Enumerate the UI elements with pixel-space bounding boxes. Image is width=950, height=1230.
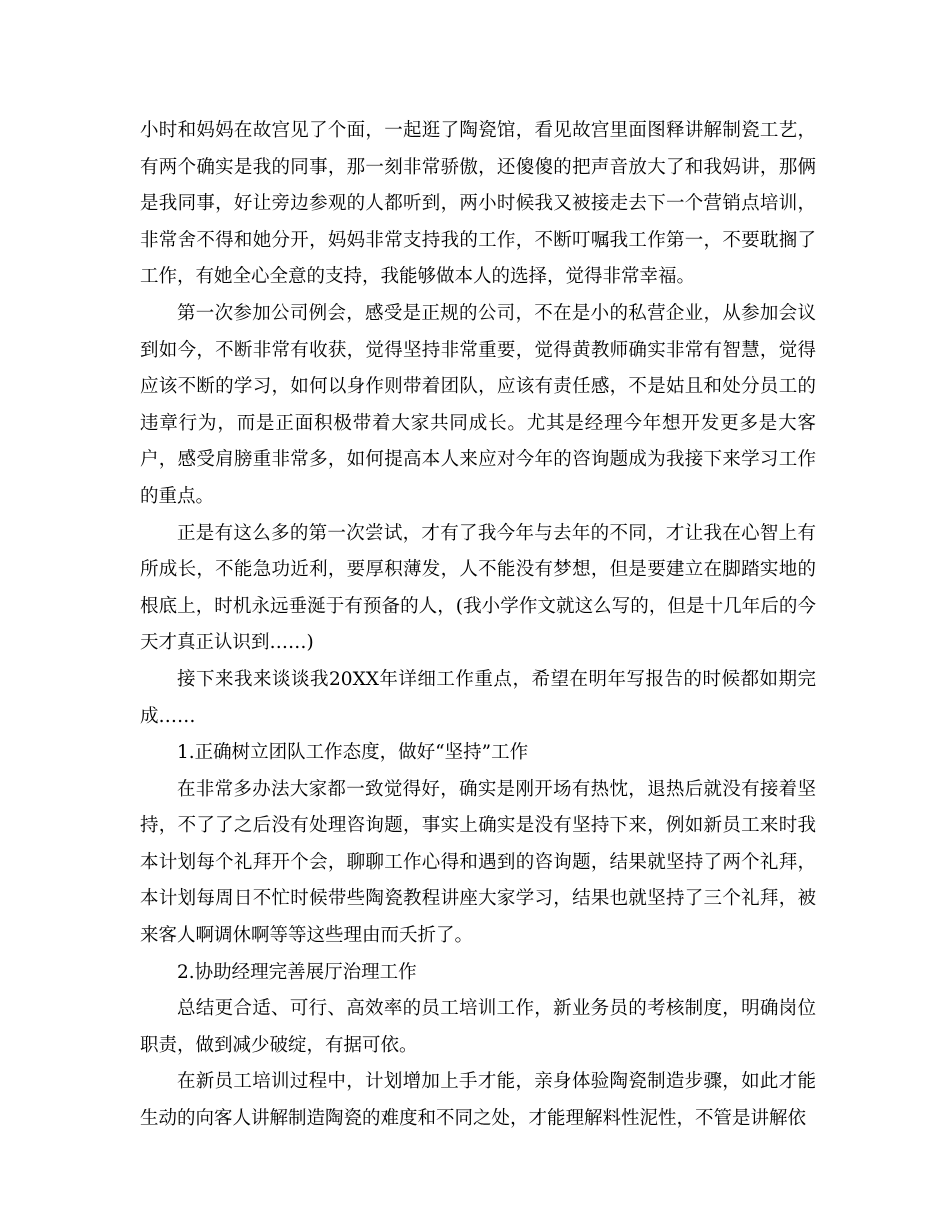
paragraph-4: 接下来我来谈谈我20XX年详细工作重点，希望在明年写报告的时候都如期完成……: [140, 668, 816, 727]
section-heading-2: 2.协助经理完善展厅治理工作: [177, 961, 417, 983]
paragraph-1: 小时和妈妈在故宫见了个面，一起逛了陶瓷馆，看见故宫里面图释讲解制瓷工艺，有两个确实是我的同事，那一刻非常骄傲，还傻傻的把声音放大了和我妈讲，那俩是我同事，好让旁边参观的人都听到，两小时候我又被接走去下一个营销点培训，非常舍不得和她分开，妈妈非常支持我的工作，不断叮嘱我工作第一，不要耽搁了工作，有她全心全意的支持，我能够做本人的选择，觉得非常幸福。: [140, 120, 816, 288]
paragraph-7: 在新员工培训过程中，计划增加上手才能，亲身体验陶瓷制造步骤，如此才能生动的向客人讲解制造陶瓷的难度和不同之处，才能理解料性泥性，不管是讲解依: [140, 1071, 816, 1130]
paragraph-5: 在非常多办法大家都一致觉得好，确实是刚开场有热忱，退热后就没有接着坚持，不了了之后没有处理咨询题，事实上确实是没有坚持下来，例如新员工来时我本计划每个礼拜开个会，聊聊工作心得和遇到的咨询题，结果就坚持了两个礼拜，本计划每周日不忙时候带些陶瓷教程讲座大家学习，结果也就坚持了三个礼拜，被来客人啊调休啊等等这些理由而夭折了。: [140, 778, 816, 947]
paragraph-3: 正是有这么多的第一次尝试，才有了我今年与去年的不同，才让我在心智上有所成长，不能急功近利，要厚积薄发，人不能没有梦想，但是要建立在脚踏实地的根底上，时机永远垂涎于有预备的人，(我小学作文就这么写的，但是十几年后的今天才真正认识到……): [140, 522, 816, 654]
section-heading-1: 1.正确树立团队工作态度，做好“坚持”工作: [177, 742, 529, 764]
paragraph-6: 总结更合适、可行、高效率的员工培训工作，新业务员的考核制度，明确岗位职责，做到减少破绽，有据可依。: [140, 998, 816, 1056]
paragraph-2: 第一次参加公司例会，感受是正规的公司，不在是小的私营企业，从参加会议到如今，不断非常有收获，觉得坚持非常重要，觉得黄教师确实非常有智慧，觉得应该不断的学习，如何以身作则带着团队，应该有责任感，不是姑且和处分员工的违章行为，而是正面积极带着大家共同成长。尤其是经理今年想开发更多是大客户，感受肩膀重非常多，如何提高本人来应对今年的咨询题成为我接下来学习工作的重点。: [140, 302, 816, 507]
document-body: [140, 113, 816, 1138]
